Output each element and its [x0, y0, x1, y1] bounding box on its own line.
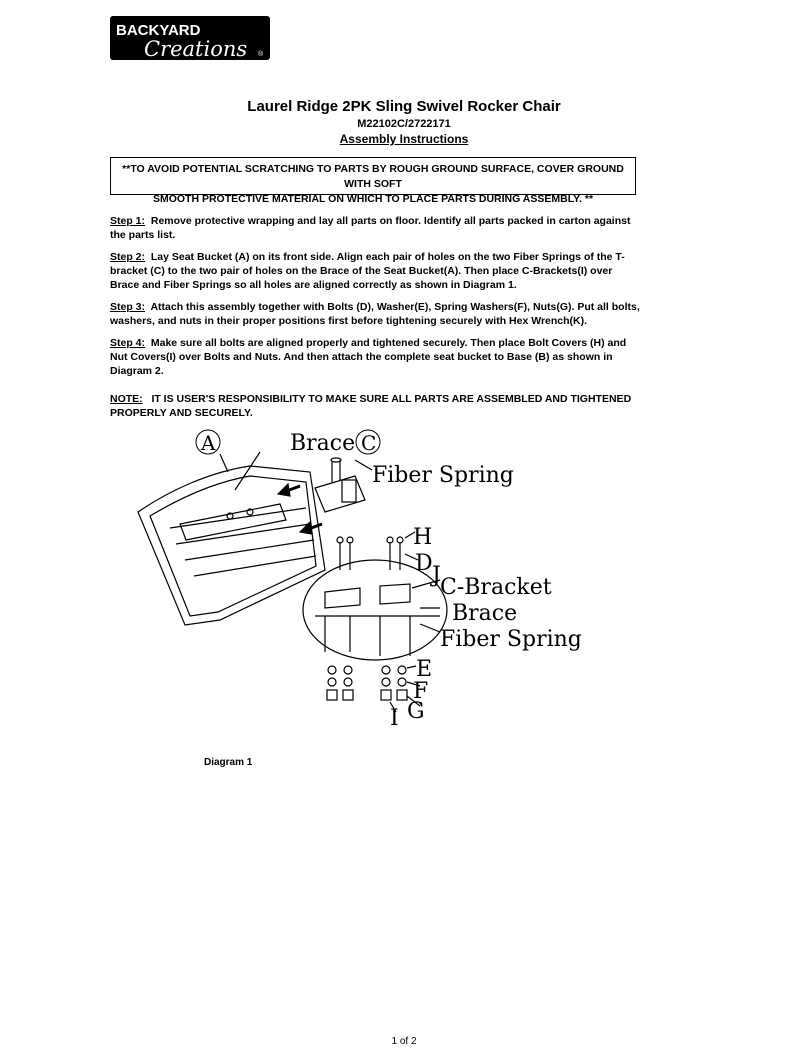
label-c-bracket: C-Bracket: [440, 575, 552, 600]
note-text: IT IS USER'S RESPONSIBILITY TO MAKE SURE ALL PARTS ARE ASSEMBLED AND TIGHTENED PROPERLY AND SECURELY.: [110, 393, 632, 419]
step-text: Lay Seat Bucket (A) on its front side. Align each pair of holes on the two Fiber Springs of the T-bracket (C) to the two pair of holes on the Brace of the Seat Bucket(A). Then place C-Brackets(I) over Brace and Fiber Springs so all holes are aligned correctly as shown in Diagram 1.: [110, 251, 625, 291]
leader-line: [220, 454, 228, 472]
step-label: Step 4:: [110, 337, 146, 349]
warning-box: [110, 157, 636, 205]
spring-washer: [344, 678, 352, 686]
seat-sling-line: [185, 540, 314, 560]
fiber-spring-part: [342, 480, 356, 502]
step-text: Make sure all bolts are aligned properly and tightened securely. Then place Bolt Covers (H) and Nut Covers(I) over Bolts and Nuts. And then attach the complete seat bucket to Base (B) as shown in Diagram 2.: [110, 337, 627, 377]
washer: [398, 666, 406, 674]
c-bracket-part: [380, 584, 410, 604]
nut: [397, 690, 407, 700]
direction-arrow-head: [300, 522, 312, 534]
label-f: F: [413, 679, 429, 704]
warning-line2: SMOOTH PROTECTIVE MATERIAL ON WHICH TO PLACE PARTS DURING ASSEMBLY. **: [152, 193, 594, 205]
t-bracket-plate: [315, 476, 365, 512]
diagram-caption: Diagram 1: [204, 757, 253, 768]
label-c: C: [361, 431, 377, 455]
label-a: A: [201, 431, 216, 455]
step-2: [110, 250, 640, 292]
logo-line2: Creations: [144, 37, 248, 60]
bolts: [340, 542, 400, 570]
seat-bucket-inner: [150, 476, 316, 616]
leader-line: [235, 452, 260, 490]
spring-washer: [328, 678, 336, 686]
washer: [382, 666, 390, 674]
washer: [344, 666, 352, 674]
step-text: Attach this assembly together with Bolts (D), Washer(E), Spring Washers(F), Nuts(G). Put all bolts, washers, and nuts in their proper positions first before tightening securely with Hex Wrench(K).: [110, 301, 640, 327]
label-h: H: [413, 525, 433, 550]
step-text: Remove protective wrapping and lay all parts on floor. Identify all parts packed in carton against the parts list.: [110, 215, 631, 241]
nut: [381, 690, 391, 700]
nut: [327, 690, 337, 700]
note-label: NOTE:: [110, 393, 143, 405]
c-bracket-part: [325, 588, 360, 608]
label-j: J: [432, 563, 441, 588]
step-label: Step 2:: [110, 251, 146, 263]
brand-logo-graphic: [110, 16, 270, 60]
label-fiber-spring-detail: Fiber Spring: [440, 627, 582, 652]
spring-washer: [398, 678, 406, 686]
step-3: [110, 300, 640, 328]
label-d: D: [415, 551, 433, 576]
brand-logo: [110, 16, 270, 60]
seat-sling-line: [176, 524, 310, 544]
step-label: Step 1:: [110, 215, 146, 227]
brace-part: [180, 504, 286, 540]
logo-registered-mark: ®: [258, 51, 264, 58]
label-fiber-spring: Fiber Spring: [372, 463, 514, 488]
step-label: Step 3:: [110, 301, 146, 313]
page-number: 1 of 2: [391, 1036, 417, 1047]
washer: [328, 666, 336, 674]
assembly-diagram: [110, 420, 610, 740]
logo-line1: BACKYARD: [116, 22, 201, 39]
warning-line1: **TO AVOID POTENTIAL SCRATCHING TO PARTS BY ROUGH GROUND SURFACE, COVER GROUND WITH SOFT: [122, 163, 624, 190]
t-bracket-post: [332, 460, 340, 482]
spring-washer: [382, 678, 390, 686]
page-subtitle: Assembly Instructions: [339, 132, 469, 146]
nut: [343, 690, 353, 700]
fiber-spring-detail: [325, 616, 410, 656]
direction-arrow-head: [278, 484, 290, 496]
label-g: G: [407, 699, 425, 724]
label-brace-detail: Brace: [452, 601, 518, 626]
seat-sling-line: [194, 556, 316, 576]
label-i: I: [390, 706, 399, 731]
instruction-steps: [110, 214, 640, 428]
note: [110, 392, 640, 420]
leader-line: [355, 460, 372, 470]
model-number: M22102C/2722171: [357, 118, 451, 130]
step-1: [110, 214, 640, 242]
label-brace: Brace: [290, 431, 356, 456]
label-e: E: [416, 657, 433, 682]
seat-bucket-frame: [138, 466, 325, 625]
page-title: Laurel Ridge 2PK Sling Swivel Rocker Chair: [247, 98, 561, 115]
step-4: [110, 336, 640, 378]
